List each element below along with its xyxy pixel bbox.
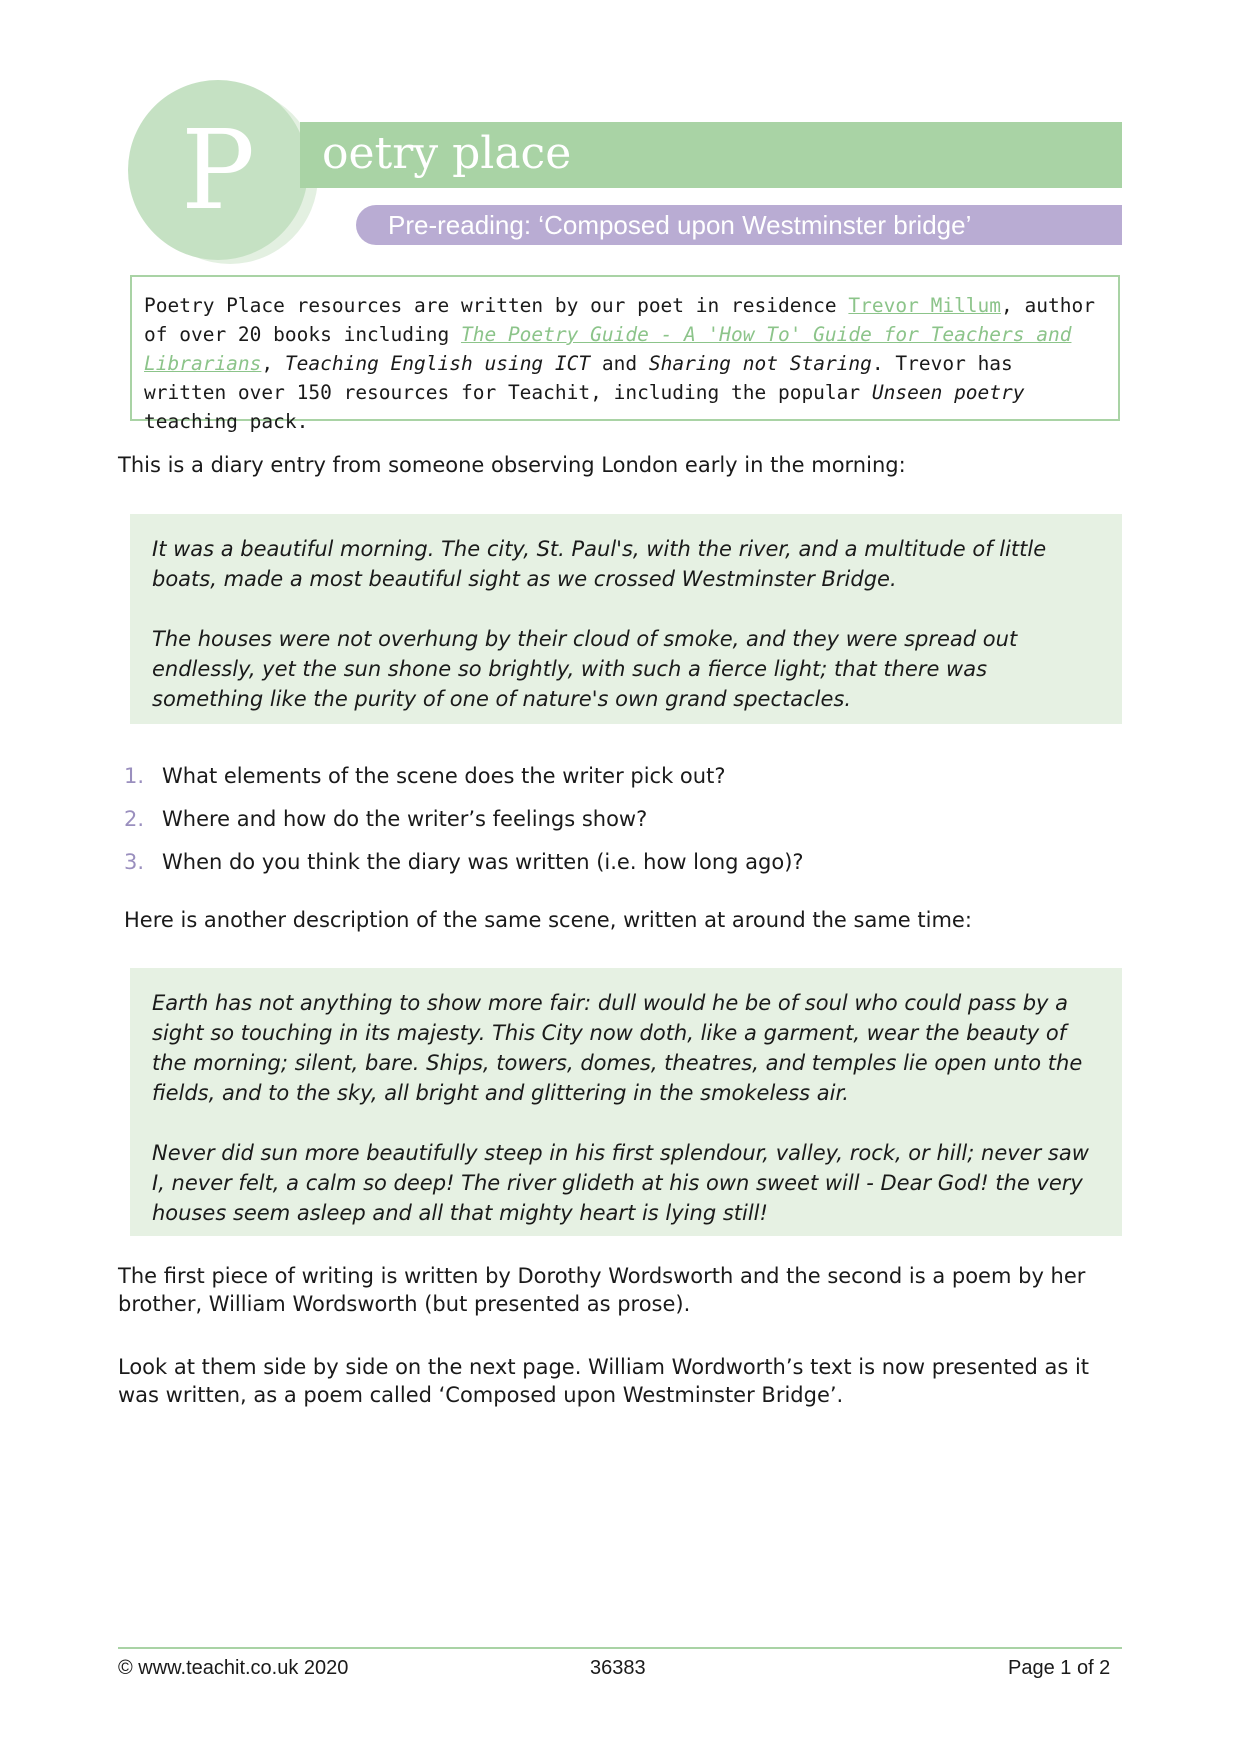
page-title: oetry place	[322, 128, 572, 179]
intro-text: ,	[261, 352, 285, 375]
list-item	[124, 848, 804, 891]
question-list	[124, 762, 804, 891]
list-item	[124, 762, 804, 805]
closing-paragraph: Look at them side by side on the next page. William Wordworth’s text is now presented as it was written, as a poem called ‘Composed upon Westminster Bridge’.	[118, 1355, 1090, 1407]
question-text: When do you think the diary was written (i.e. how long ago)?	[162, 850, 804, 874]
footer-divider	[118, 1647, 1122, 1649]
intro-text: , author of over 20 books including	[144, 294, 1095, 346]
question-text: What elements of the scene does the writer pick out?	[162, 764, 726, 788]
footer-resource-code: 36383	[590, 1657, 646, 1679]
poem-paragraph: Earth has not anything to show more fair: dull would he be of soul who could pass by a sight so touching in its majesty. This City now doth, like a garment, wear the beauty of the morning; silent, bare. Ships, towers, domes, theatres, and temples lie open unto the fields, and to the sky, all bright and glittering in the smokeless air.	[152, 991, 1083, 1105]
question-number: 3.	[124, 850, 145, 874]
footer-page-number: Page 1 of 2	[1008, 1657, 1111, 1679]
question-number: 1.	[124, 764, 145, 788]
list-item	[124, 805, 804, 848]
diary-paragraph: The houses were not overhung by their cloud of smoke, and they were spread out endlessly, yet the sun shone so brightly, with such a fierce light; that there was something like the purity of one of nature's own grand spectacles.	[152, 627, 1018, 711]
intro-text: . Trevor has written over 150 resources for Teachit, including the popular	[144, 352, 1013, 404]
book-title: Teaching English using ICT	[284, 352, 591, 375]
question-text: Where and how do the writer’s feelings show?	[162, 807, 648, 831]
intro-box	[130, 275, 1120, 433]
book-link[interactable]: The Poetry Guide - A 'How To' Guide for Teachers and Librarians	[144, 323, 1072, 375]
diary-quote-box	[130, 514, 1122, 724]
poem-intro: Here is another description of the same scene, written at around the same time:	[124, 908, 972, 932]
poem-paragraph: Never did sun more beautifully steep in his first splendour, valley, rock, or hill; never saw I, never felt, a calm so deep! The river glideth at his own sweet will - Dear God! the very houses seem asleep and all that mighty heart is lying still!	[152, 1141, 1089, 1225]
question-number: 2.	[124, 807, 145, 831]
intro-text: Poetry Place resources are written by our poet in residence	[144, 294, 849, 317]
logo-letter: P	[180, 106, 255, 234]
page-subtitle: Pre-reading: ‘Composed upon Westminster bridge’	[388, 210, 972, 240]
author-link[interactable]: Trevor Millum	[848, 294, 1002, 317]
intro-text: teaching pack.	[144, 410, 309, 433]
intro-text: and	[590, 352, 649, 375]
poem-quote-box	[130, 968, 1122, 1236]
diary-intro: This is a diary entry from someone observing London early in the morning:	[118, 453, 906, 477]
footer-copyright: © www.teachit.co.uk 2020	[118, 1657, 349, 1679]
book-title: Unseen poetry	[871, 381, 1025, 404]
closing-paragraph: The first piece of writing is written by Dorothy Wordsworth and the second is a poem by her brother, William Wordsworth (but presented as prose).	[118, 1264, 1086, 1316]
diary-paragraph: It was a beautiful morning. The city, St. Paul's, with the river, and a multitude of little boats, made a most beautiful sight as we crossed Westminster Bridge.	[152, 537, 1047, 591]
book-title: Sharing not Staring	[648, 352, 872, 375]
